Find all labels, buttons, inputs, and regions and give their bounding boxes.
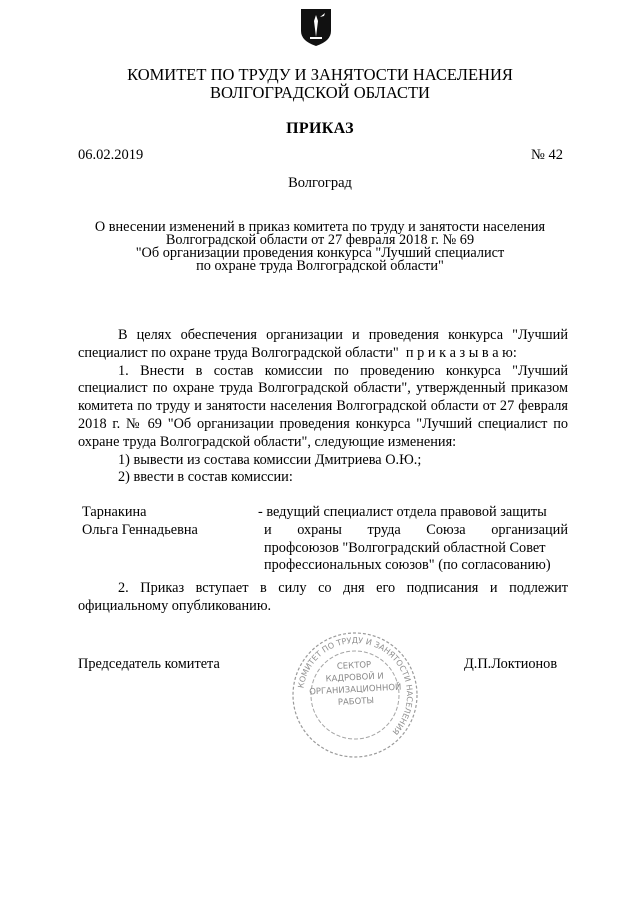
stamp-line2: КАДРОВОЙ И [325, 671, 385, 685]
org-name-line2: ВОЛГОГРАДСКОЙ ОБЛАСТИ [210, 83, 430, 102]
intro-text: В целях обеспечения организации и проведения конкурса "Лучший специалист по охране труда Волгоградской области" [78, 327, 568, 361]
intro-paragraph [78, 327, 568, 363]
desc-word: организаций [491, 521, 568, 538]
stamp-line3: ОРГАНИЗАЦИОННОЙ [308, 682, 402, 698]
volgograd-coat-of-arms-icon [299, 7, 333, 47]
desc-word: и [264, 521, 272, 538]
document-subject [40, 221, 600, 273]
document-date: 06.02.2019 [78, 147, 144, 163]
member-desc-line2 [258, 522, 568, 540]
subject-line1: О внесении изменений в приказ комитета по труду и занятости населения [94, 219, 546, 235]
item-2: 2. Приказ вступает в силу со дня его подписания и подлежит официальному опубликованию. [78, 580, 568, 614]
item-1: 1. Внести в состав комиссии по проведению конкурса "Лучший специалист по охране труда Волгоградской области", утвержденный приказом комитета по труду и занятости населения Волгоградской области от 27 февраля 2018 г. № 69 "Об организации проведения конкурса "Лучший специалист по охране труда Волгоградской области", следующие изменения: [78, 362, 568, 450]
sub-item-1: 1) вывести из состава комиссии Дмитриева О.Ю.; [118, 451, 422, 468]
document-type: ПРИКАЗ [286, 120, 354, 137]
order-word: п р и к а з ы в а ю: [405, 344, 517, 361]
stamp-ring-text: КОМИТЕТ ПО ТРУДУ И ЗАНЯТОСТИ НАСЕЛЕНИЯ [296, 635, 415, 737]
desc-word: труда [367, 521, 401, 538]
desc-word: Союза [426, 521, 466, 538]
stamp-line1: СЕКТОР [336, 660, 372, 672]
signatory-name: Д.П.Локтионов [464, 656, 558, 672]
member-desc-line1: - ведущий специалист отдела правовой защиты [258, 504, 547, 520]
signatory-position: Председатель комитета [78, 656, 220, 672]
member-given-name: Ольга Геннадьевна [82, 521, 198, 538]
member-desc-line3: профсоюзов "Волгоградский областной Совет [264, 539, 546, 556]
member-row [78, 504, 568, 574]
member-name [82, 504, 252, 540]
sub-item-2: 2) ввести в состав комиссии: [118, 469, 293, 486]
stamp-line4: РАБОТЫ [337, 696, 375, 708]
member-description [258, 504, 568, 575]
subject-line3: "Об организации проведения конкурса "Лучший специалист [135, 245, 505, 261]
member-surname: Тарнакина [82, 504, 147, 520]
document-city: Волгоград [288, 175, 352, 191]
org-name-line1: КОМИТЕТ ПО ТРУДУ И ЗАНЯТОСТИ НАСЕЛЕНИЯ [127, 65, 513, 84]
document-body [78, 327, 568, 487]
subject-line2: Волгоградской области от 27 февраля 2018 г. № 69 [165, 232, 475, 248]
document-number: № 42 [531, 147, 563, 163]
organization-name [0, 66, 640, 102]
subject-line4: по охране труда Волгоградской области" [196, 258, 444, 274]
desc-word: охраны [297, 521, 342, 538]
stamp-inner-text [299, 657, 411, 711]
member-desc-line4: профессиональных союзов" (по согласованию) [264, 557, 551, 574]
